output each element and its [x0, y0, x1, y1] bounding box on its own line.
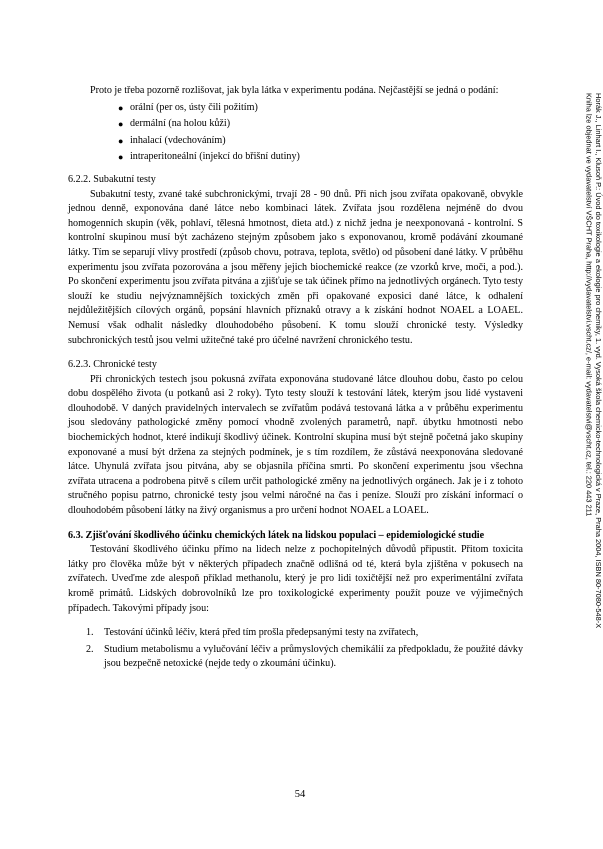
list-item: ● dermální (na holou kůži): [130, 117, 523, 132]
bullet-icon: ●: [118, 152, 124, 163]
bullet-icon: ●: [118, 135, 124, 146]
section-body-subacute: Subakutní testy, zvané také subchronickými, trvají 28 - 90 dnů. Při nich jsou zvířata opakovaně, obvykle jednou denně, exponována dané látce nebo kombinaci látek. Zvířata jsou rozdělena nejméně do dvou homogenních skupin (věk, pohlaví, tělesná hmotnost, dieta atd.) z nichž jedna je neexponovaná - kontrolní. S kontrolní skupinou musí být zacházeno stejným způsobem jako s exponovanou, kromě podávání zkoumané látky. Tím se separují vlivy prostředí (způsob chovu, potrava, teplota, světlo) od působení dané látky. V průběhu experimentu jsou zvířata pozorována a jsou měřeny jejich biochemické reakce (ze vzorků krve, moči, a pod.). Po skončení experimentu jsou zvířata pitvána a zjišťuje se tak účinek přímo na jednotlivých orgánech. Tyto testy slouží ke studiu nejvýznamnějších toxických změn při opakované exposici dané látce, k odhalení nejdůležitějších cílových orgánů, popsání hlavních příznaků otravy a k získání hodnot NOAEL a LOAEL. Nemusí však odhalit následky dlouhodobého působení. K tomu slouží chronické testy. Výsledky subchronických testů jsou velmi užitečné také pro účelné navržení chronického testu.: [68, 188, 523, 346]
bullet-icon: ●: [118, 102, 124, 113]
list-item: 2. Studium metabolismu a vylučování léčiv a průmyslových chemikálií za předpokladu, že použité dávky jsou bezpečně netoxické (nejde tedy o zkoumání účinku).: [86, 643, 523, 670]
bullet-icon: ●: [118, 119, 124, 130]
page-number: 54: [294, 789, 306, 800]
section-title-subacute: 6.2.2. Subakutní testy: [68, 173, 156, 185]
section-body-chronic: Při chronických testech jsou pokusná zvířata exponována studované látce dlouhou dobu, často po celou dobu dospělého života (u potkanů asi 2 roky). Tyto testy slouží k testování látek, kterým jsou lidé vystaveni dlouhodobě. V daných pravidelných intervalech se zvířatům podává testovaná látka a v průběhu experimentu jsou sledovány pathologické změny pomocí vhodně zvolených parametrů, např. úbytku hmotnosti nebo biochemických hodnot, které indikují škodlivý účinek. Kontrolní skupina musí být stejně početná jako skupiny exponované a musí být držena za stejných podmínek, je s tím rozdílem, že zůstává neexponována sledované látce. Uhynulá zvířata jsou pitvána, aby se objasnila příčina smrti. Po skončení experimentu jsou všechna zvířata utracena a podrobena pitvě s cílem určit pathologické změny na jednotlivých orgánech. Jak je i z tohoto stručného popisu patrno, chronické testy jsou velmi náročné na čas i peníze. Slouží pro získání informací o dlouhodobém působení látky na živý organismus a pro určení hodnot NOAEL a LOAEL.: [68, 373, 523, 517]
page-content: [68, 84, 523, 674]
section-title-chronic: 6.2.3. Chronické testy: [68, 359, 157, 371]
list-item: ● orální (per os, ústy čili požitím): [130, 101, 523, 116]
section-title-epidemiology: 6.3. Zjišťování škodlivého účinku chemických látek na lidskou populaci – epidemiologické studie: [68, 529, 485, 541]
human-testing-cases-list: [68, 626, 523, 672]
intro-paragraph: Proto je třeba pozorně rozlišovat, jak byla látka v experimentu podána. Nejčastější se jedná o podání:: [90, 85, 499, 96]
side-note-line-1: Horák J., Linhart I., Klusoň P.: Úvod do toxikologie a ekologie pro chemiky, 1. vyd. Vysoká škola chemicko-technologická v Praze, Praha 2004, ISBN 80-7080-548-X: [594, 93, 603, 629]
side-note-line-2: Kniha lze objednat ve vydavatelství VŠCHT Praha, http://vydavatelstvi.vscht.cz/, e-mail: vydavatelstvi@vscht.cz, tel.: 220 443 211: [584, 93, 594, 517]
list-item: 1. Testování účinků léčiv, která před tím prošla předepsanými testy na zvířatech,: [86, 627, 419, 639]
administration-routes-list: [68, 101, 523, 165]
list-item: ● inhalací (vdechováním): [130, 134, 523, 149]
list-item: ● intraperitoneální (injekcí do břišní dutiny): [130, 150, 523, 165]
section-body-epidemiology: Testování škodlivého účinku přímo na lidech nelze z pochopitelných důvodů připustit. Přitom toxicita látky pro člověka může být v některých případech značně odlišná od té, která byla zjištěna v pokusech na zvířatech. Uveďme zde alespoň příklad methanolu, který je pro lidi toxičtější než pro experimentální zvířata kromě primátů. Lidských dobrovolníků lze pro toxikologické experimenty použít pouze ve výjimečných případech. Takovými případy jsou:: [68, 544, 523, 614]
copyright-side-note: [573, 93, 603, 628]
